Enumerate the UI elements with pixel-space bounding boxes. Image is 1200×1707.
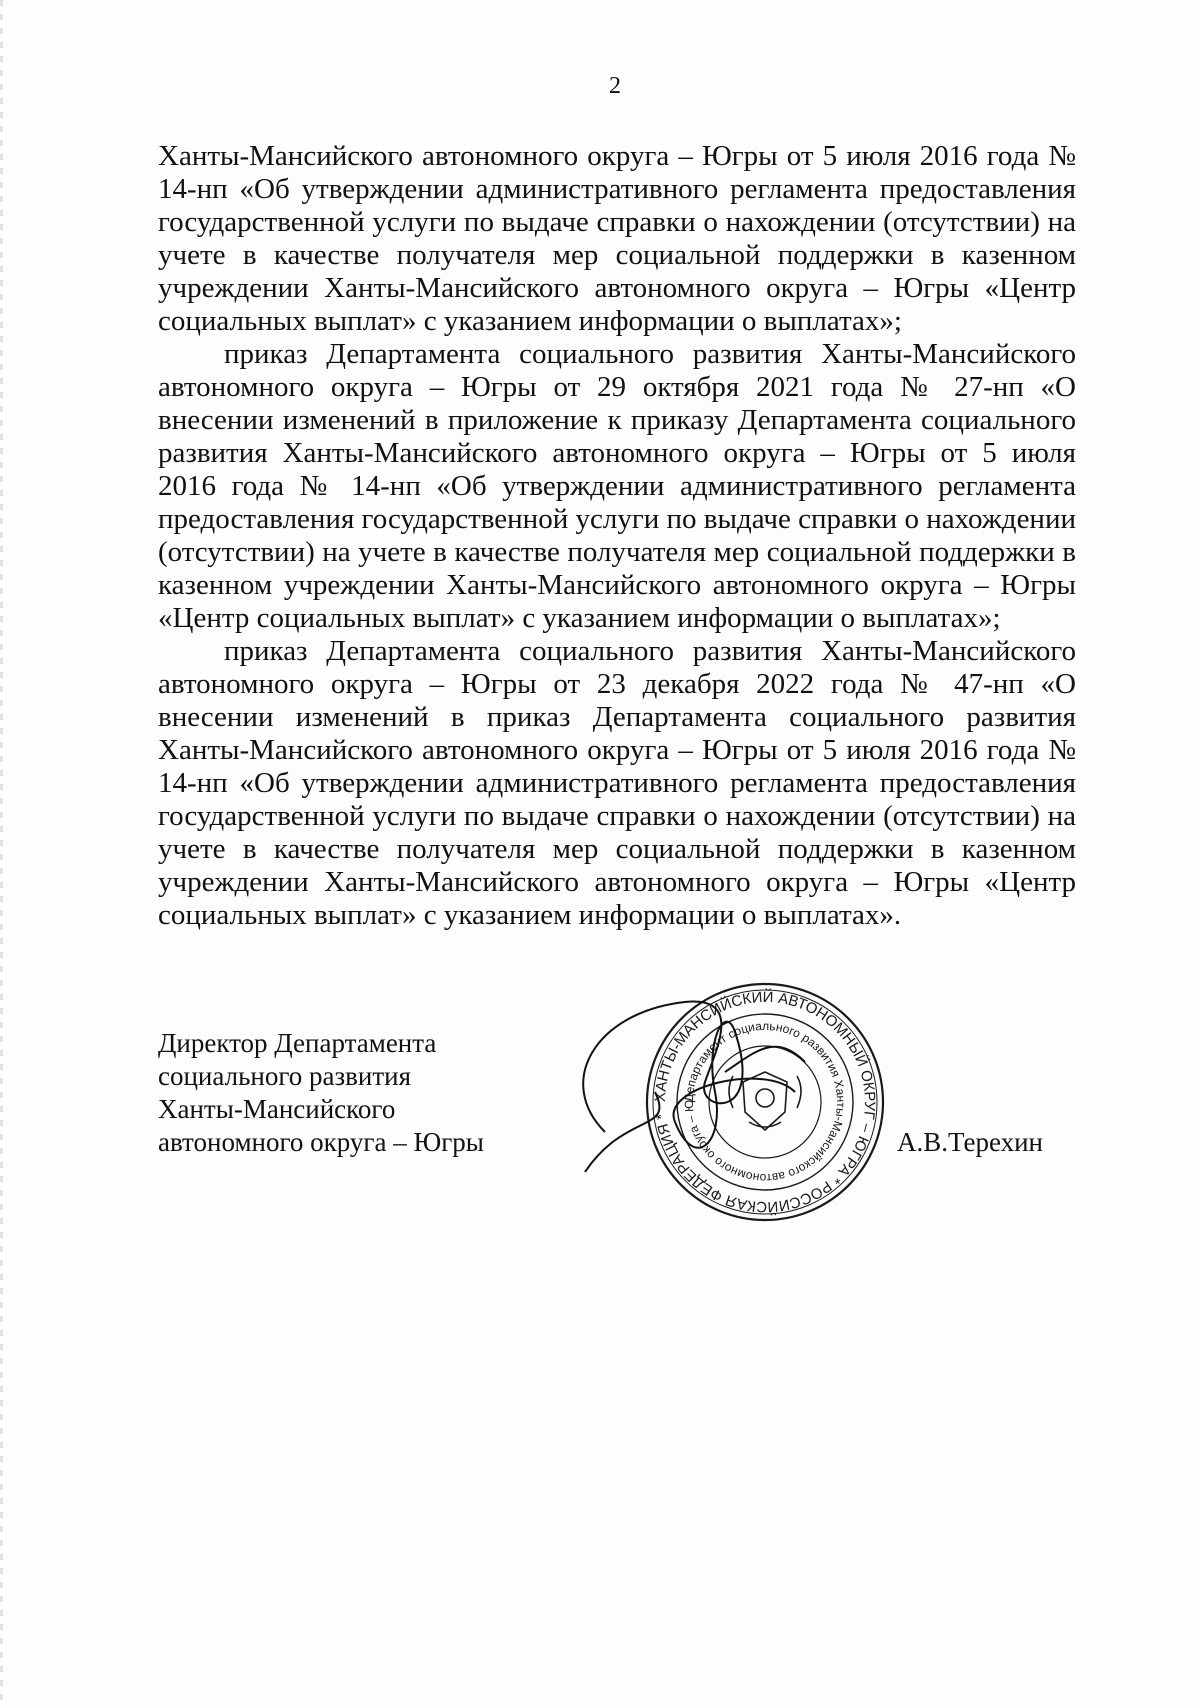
signatory-title-line: Директор Департамента xyxy=(158,1028,437,1058)
seal-coat-of-arms-icon xyxy=(729,1072,801,1130)
document-body xyxy=(158,140,1076,932)
scan-edge-artifact xyxy=(0,0,3,1707)
seal-inner-text: Департамент социального развития Ханты-Мансийского автономного округа – Ю xyxy=(681,1018,849,1186)
signatory-title xyxy=(158,1027,558,1159)
signatory-title-line: автономного округа – Югры xyxy=(158,1127,484,1157)
signatory-name: А.В.Терехин xyxy=(897,1127,1043,1157)
seal-outer-text: ХАНТЫ-МАНСИЙСКИЙ АВТОНОМНЫЙ ОКРУГ – ЮГРА * РОССИЙСКАЯ ФЕДЕРАЦИЯ * xyxy=(651,988,879,1216)
paragraph-continued: Ханты-Мансийского автономного округа – Югры от 5 июля 2016 года № 14-нп «Об утверждении административного регламента предоставления государственной услуги по выдаче справки о нахождении (отсутствии) на учете в качестве получателя мер социальной поддержки в казенном учреждении Ханты-Мансийского автономного округа – Югры «Центр социальных выплат» с указанием информации о выплатах»; xyxy=(158,140,1076,337)
page-number: 2 xyxy=(609,73,621,99)
seal-graphic xyxy=(565,972,895,1232)
seal-middle-ring xyxy=(677,1014,853,1190)
paragraph-order-2021: приказ Департамента социального развития Ханты-Мансийского автономного округа – Югры от 29 октября 2021 года № 27-нп «О внесении изменений в приложение к приказу Департамента социального развития Ханты-Мансийского автономного округа – Югры от 5 июля 2016 года № 14-нп «Об утверждении административного регламента предоставления государственной услуги по выдаче справки о нахождении (отсутствии) на учете в качестве получателя мер социальной поддержки в казенном учреждении Ханты-Мансийского автономного округа – Югры «Центр социальных выплат» с указанием информации о выплатах»; xyxy=(158,338,1076,634)
official-seal-with-signature xyxy=(565,972,895,1232)
paragraph-order-2022: приказ Департамента социального развития Ханты-Мансийского автономного округа – Югры от 23 декабря 2022 года № 47-нп «О внесении изменений в приказ Департамента социального развития Ханты-Мансийского автономного округа – Югры от 5 июля 2016 года № 14-нп «Об утверждении административного регламента предоставления государственной услуги по выдаче справки о нахождении (отсутствии) на учете в качестве получателя мер социальной поддержки в казенном учреждении Ханты-Мансийского автономного округа – Югры «Центр социальных выплат» с указанием информации о выплатах». xyxy=(158,635,1076,931)
signatory-title-line: Ханты-Мансийского xyxy=(158,1094,396,1124)
signatory-title-line: социального развития xyxy=(158,1061,412,1091)
